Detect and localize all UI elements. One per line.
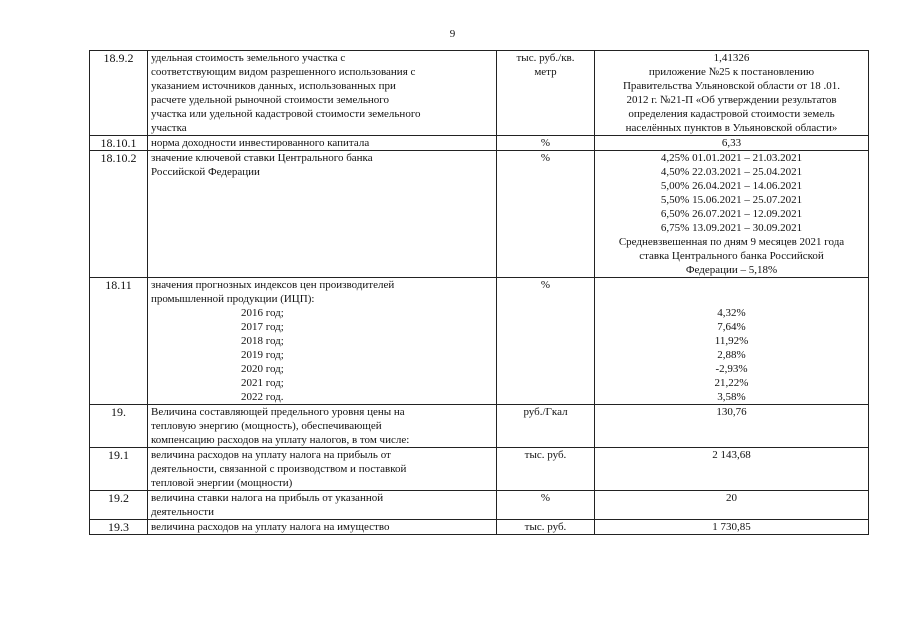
row-description (148, 405, 497, 448)
row-unit (497, 520, 595, 535)
description-line: участка или удельной кадастровой стоимости земельного (151, 108, 421, 120)
value-line: 2 143,68 (712, 449, 751, 461)
forecast-year: 2017 год; (241, 321, 284, 333)
value-line: 20 (726, 492, 737, 504)
value-line: 6,33 (721, 137, 742, 149)
description-line: норма доходности инвестированного капитала (151, 137, 370, 149)
row-description (148, 520, 497, 535)
value-line: 4,32% (717, 307, 746, 319)
description-line: величина расходов на уплату налога на прибыль от (151, 449, 391, 461)
value-line: 4,25% 01.01.2021 – 21.03.2021 (660, 152, 803, 164)
value-line: 130,76 (716, 406, 747, 418)
forecast-year: 2020 год; (241, 363, 284, 375)
unit-line: метр (534, 66, 557, 78)
value-line: населённых пунктов в Ульяновской области» (625, 122, 838, 134)
value-line: Средневзвешенная по дням 9 месяцев 2021 года (618, 236, 845, 248)
description-line: участка (151, 122, 187, 134)
description-line: величина ставки налога на прибыль от указанной (151, 492, 384, 504)
row-unit (497, 151, 595, 278)
row-unit (497, 136, 595, 151)
row-value (595, 151, 869, 278)
row-description (148, 491, 497, 520)
row-description (148, 151, 497, 278)
row-description (148, 136, 497, 151)
row-number: 18.9.2 (90, 51, 148, 136)
unit-line: руб./Гкал (523, 406, 568, 418)
value-line: 5,00% 26.04.2021 – 14.06.2021 (660, 180, 803, 192)
value-line: ставка Центрального банка Российской (639, 250, 824, 262)
row-value (595, 491, 869, 520)
description-line: значение ключевой ставки Центрального банка (151, 152, 373, 164)
row-unit (497, 278, 595, 405)
description-line: Величина составляющей предельного уровня цены на (151, 406, 405, 418)
row-unit (497, 51, 595, 136)
value-line: 1 730,85 (712, 521, 751, 533)
unit-line: % (540, 152, 551, 164)
value-line: 1,41326 (713, 52, 750, 64)
value-line: 21,22% (714, 377, 749, 389)
row-description (148, 278, 497, 405)
value-line: 6,75% 13.09.2021 – 30.09.2021 (660, 222, 803, 234)
row-value (595, 520, 869, 535)
row-number: 18.10.1 (90, 136, 148, 151)
row-number: 19.2 (90, 491, 148, 520)
description-line: тепловой энергии (мощности) (151, 477, 293, 489)
value-line: 11,92% (714, 335, 749, 347)
row-unit (497, 491, 595, 520)
page-number: 9 (449, 28, 456, 40)
unit-line: % (540, 279, 551, 291)
row-number: 19. (90, 405, 148, 448)
row-unit (497, 405, 595, 448)
description-line: промышленной продукции (ИЦП): (151, 293, 315, 305)
value-line: приложение №25 к постановлению (648, 66, 815, 78)
row-description (148, 448, 497, 491)
forecast-year: 2022 год. (241, 391, 284, 403)
description-line: деятельности (151, 506, 214, 518)
value-line: 6,50% 26.07.2021 – 12.09.2021 (660, 208, 803, 220)
table-row (90, 51, 869, 136)
table-row (90, 448, 869, 491)
description-line: тепловую энергию (мощность), обеспечивающей (151, 420, 382, 432)
value-line (598, 278, 865, 292)
row-value (595, 51, 869, 136)
value-line: 2,88% (717, 349, 746, 361)
row-value (595, 448, 869, 491)
description-line: величина расходов на уплату налога на имущество (151, 521, 390, 533)
description-line: значения прогнозных индексов цен производителей (151, 279, 395, 291)
forecast-year: 2021 год; (241, 377, 284, 389)
description-line: соответствующим видом разрешенного использования с (151, 66, 416, 78)
row-number: 18.11 (90, 278, 148, 405)
unit-line: % (540, 492, 551, 504)
table-row (90, 405, 869, 448)
table-row (90, 136, 869, 151)
description-line: указанием источников данных, использованных при (151, 80, 396, 92)
description-line: удельная стоимость земельного участка с (151, 52, 346, 64)
unit-line: тыс. руб. (524, 521, 567, 533)
table-row (90, 278, 869, 405)
unit-line: тыс. руб. (524, 449, 567, 461)
row-unit (497, 448, 595, 491)
description-line: Российской Федерации (151, 166, 260, 178)
forecast-year: 2016 год; (241, 307, 284, 319)
unit-line: % (540, 137, 551, 149)
table-row (90, 151, 869, 278)
value-line: 2012 г. №21-П «Об утверждении результатов (626, 94, 837, 106)
row-number: 19.1 (90, 448, 148, 491)
row-value (595, 136, 869, 151)
value-line: определения кадастровой стоимости земель (628, 108, 835, 120)
tariff-parameters-table (89, 50, 869, 535)
forecast-year: 2019 год; (241, 349, 284, 361)
value-line: -2,93% (715, 363, 748, 375)
row-number: 18.10.2 (90, 151, 148, 278)
value-line: 7,64% (717, 321, 746, 333)
value-line: 4,50% 22.03.2021 – 25.04.2021 (660, 166, 803, 178)
table-row (90, 491, 869, 520)
description-line: расчете удельной рыночной стоимости земельного (151, 94, 389, 106)
unit-line: тыс. руб./кв. (516, 52, 575, 64)
forecast-year: 2018 год; (241, 335, 284, 347)
description-line: компенсацию расходов на уплату налогов, в том числе: (151, 434, 410, 446)
table-row (90, 520, 869, 535)
value-line: Правительства Ульяновской области от 18 .01. (622, 80, 841, 92)
row-description (148, 51, 497, 136)
value-line (598, 292, 865, 306)
value-line: Федерации – 5,18% (685, 264, 778, 276)
row-number: 19.3 (90, 520, 148, 535)
row-value (595, 405, 869, 448)
description-line: деятельности, связанной с производством и поставкой (151, 463, 407, 475)
value-line: 5,50% 15.06.2021 – 25.07.2021 (660, 194, 803, 206)
value-line: 3,58% (717, 391, 746, 403)
row-value (595, 278, 869, 405)
